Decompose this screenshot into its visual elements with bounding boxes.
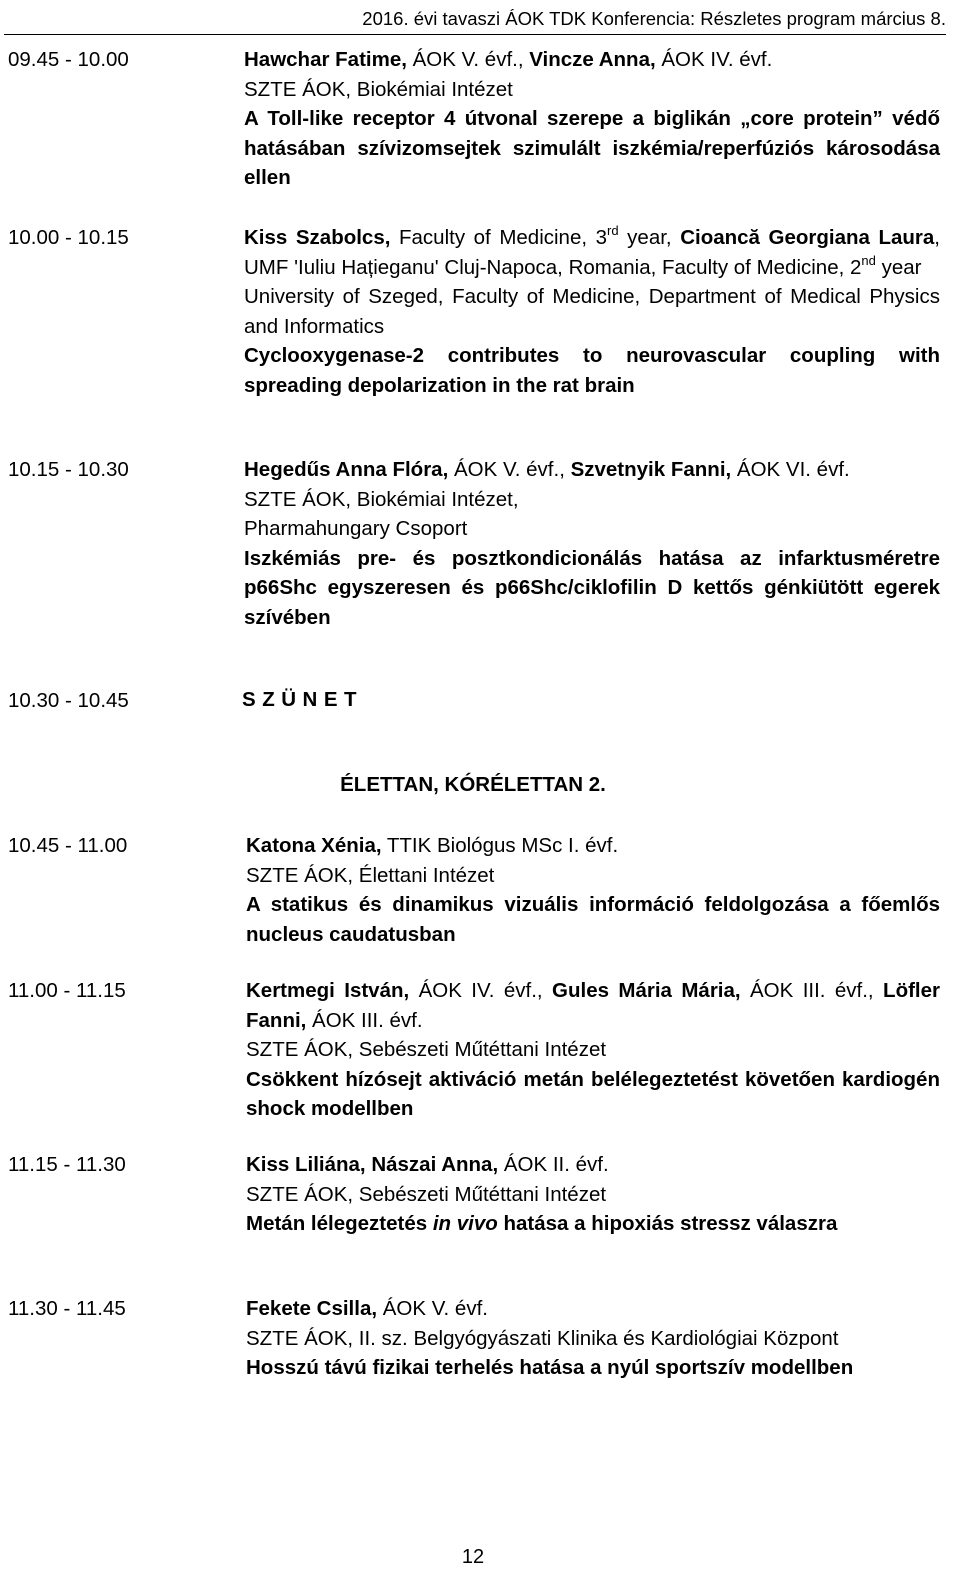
author-name: Kiss Szabolcs, [244, 226, 391, 249]
author-affiliation: Faculty of Medicine, 3 [390, 226, 608, 249]
institute: SZTE ÁOK, Élettani Intézet [246, 863, 495, 887]
title-italic-text: in vivo [432, 1212, 498, 1235]
author-name: Hegedűs Anna Flóra, [244, 458, 449, 481]
abstract-title: Hosszú távú fizikai terhelés hatása a nyúl sportszív modellben [246, 1356, 854, 1379]
author-affiliation: ÁOK II. évf. [498, 1153, 609, 1176]
author-name: Löfler Fanni, [246, 979, 940, 1032]
institute: SZTE ÁOK, Sebészeti Műtéttani Intézet [246, 1182, 607, 1206]
authors [246, 831, 940, 861]
author-name: Gules Mária Mária, [542, 979, 741, 1002]
author-affiliation: ÁOK IV. évf. [655, 48, 773, 71]
break-label: S Z Ü N E T [242, 688, 357, 711]
session-time: 10.30 - 10.45 [8, 689, 129, 712]
institute: SZTE ÁOK, Biokémiai Intézet, [244, 487, 519, 511]
abstract-title [246, 1209, 940, 1239]
authors [246, 1294, 940, 1324]
authors [244, 455, 940, 485]
authors [244, 223, 940, 282]
author-name: Kiss Liliána, Nászai Anna, [246, 1153, 499, 1176]
author-affiliation: TTIK Biológus MSc I. évf. [381, 834, 619, 857]
session-entry [246, 1150, 940, 1239]
session-time: 10.15 - 10.30 [8, 458, 129, 481]
institute: SZTE ÁOK, Biokémiai Intézet [244, 77, 513, 101]
ordinal-suffix: rd [607, 223, 619, 238]
author-name: Hawchar Fatime, [244, 48, 407, 71]
author-affiliation: ÁOK III. évf., [740, 979, 874, 1002]
session-time: 10.00 - 10.15 [8, 226, 129, 249]
institute: SZTE ÁOK, Sebészeti Műtéttani Intézet [246, 1038, 607, 1061]
session-time: 11.30 - 11.45 [8, 1297, 126, 1320]
author-name: Kertmegi István, [246, 979, 410, 1002]
author-affiliation: ÁOK III. évf. [306, 1008, 423, 1032]
institute: University of Szeged, Faculty of Medicine, Department of Medical Physics and Informatics [244, 285, 940, 338]
page-number: 12 [461, 1546, 485, 1568]
session-time: 09.45 - 10.00 [8, 48, 129, 71]
section-heading: ÉLETTAN, KÓRÉLETTAN 2. [340, 773, 606, 796]
header-rule [4, 34, 946, 35]
session-entry [244, 45, 940, 193]
author-name: Szvetnyik Fanni, [564, 458, 732, 481]
authors [244, 45, 940, 75]
session-entry [244, 455, 940, 632]
authors [246, 1150, 940, 1180]
session-time: 11.15 - 11.30 [8, 1153, 126, 1176]
author-affiliation: ÁOK IV. évf., [409, 979, 543, 1002]
session-entry [246, 976, 940, 1124]
author-affiliation: , UMF 'Iuliu Hațieganu' Cluj-Napoca, Romania, Faculty of Medicine, 2 [244, 226, 940, 279]
session-entry [246, 1294, 940, 1383]
institute: SZTE ÁOK, II. sz. Belgyógyászati Klinika és Kardiológiai Központ [246, 1326, 839, 1350]
abstract-title: A statikus és dinamikus vizuális információ feldolgozása a főemlős nucleus caudatusban [246, 893, 940, 946]
abstract-title: A Toll-like receptor 4 útvonal szerepe a biglikán „core protein” védő hatásában szívizomsejtek szimulált iszkémia/reperfúziós károsodása ellen [244, 107, 940, 189]
session-entry [244, 223, 940, 400]
abstract-title: Cyclooxygenase-2 contributes to neurovascular coupling with spreading depolarization in the rat brain [244, 344, 940, 397]
abstract-title: Csökkent hízósejt aktiváció metán belélegeztetést követően kardiogén shock modellben [246, 1067, 940, 1120]
author-affiliation: year, [618, 226, 681, 249]
session-time: 10.45 - 11.00 [8, 834, 128, 857]
author-affiliation: ÁOK V. évf., [448, 458, 565, 481]
abstract-title: Iszkémiás pre- és posztkondicionálás hatása az infarktusméretre p66Shc egyszeresen és p66Shc/ciklofilin D kettős génkiütött egerek szívében [244, 546, 940, 629]
authors [246, 976, 940, 1035]
session-time: 11.00 - 11.15 [8, 979, 126, 1002]
title-text: Metán lélegeztetés [246, 1212, 433, 1235]
institute: Pharmahungary Csoport [244, 517, 468, 540]
author-name: Vincze Anna, [523, 48, 656, 71]
author-affiliation: year [875, 255, 922, 279]
author-name: Katona Xénia, [246, 834, 382, 857]
ordinal-suffix: nd [861, 252, 876, 268]
author-name: Cioancă Georgiana Laura [680, 226, 935, 249]
author-affiliation: ÁOK V. évf. [377, 1297, 488, 1320]
session-entry [246, 831, 940, 949]
title-text: hatása a hipoxiás stressz válaszra [497, 1212, 838, 1235]
page-header: 2016. évi tavaszi ÁOK TDK Konferencia: Részletes program március 8. [362, 8, 946, 29]
author-affiliation: ÁOK VI. évf. [731, 458, 850, 481]
author-name: Fekete Csilla, [246, 1297, 378, 1320]
author-affiliation: ÁOK V. évf., [406, 48, 524, 71]
